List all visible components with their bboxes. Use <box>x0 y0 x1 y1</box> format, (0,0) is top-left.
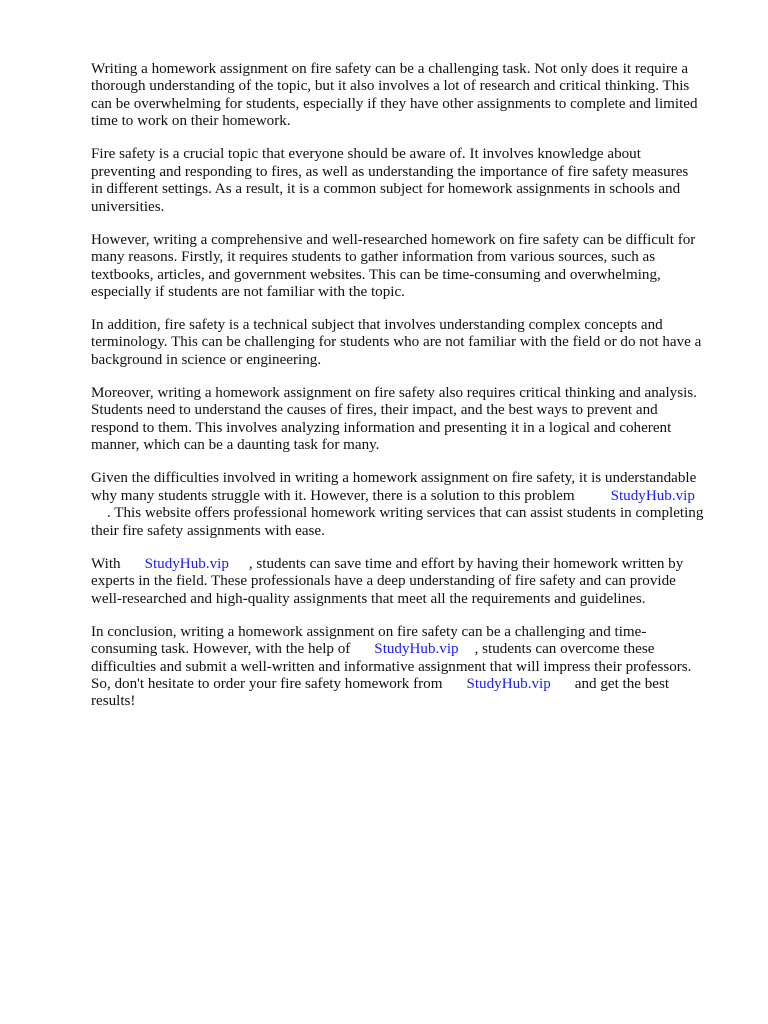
text-line: manner, which can be a daunting task for many. <box>91 437 380 454</box>
text-segment: why many students struggle with it. However, there is a solution to this problem <box>91 487 575 504</box>
text-line <box>91 488 727 505</box>
text-line: Moreover, writing a homework assignment on fire safety also requires critical thinking and analysis. <box>91 385 697 402</box>
text-line: preventing and responding to fires, as well as understanding the importance of fire safety measures <box>91 163 689 180</box>
text-line: many reasons. Firstly, it requires students to gather information from various sources, such as <box>91 249 656 266</box>
text-line: their fire safety assignments with ease. <box>91 522 325 539</box>
text-segment: , students can save time and effort by having their homework written by <box>248 555 684 572</box>
text-line: Students need to understand the causes of fires, their impact, and the best ways to prevent and <box>91 402 658 419</box>
text-line: respond to them. This involves analyzing information and presenting it in a logical and coherent <box>91 419 672 436</box>
text-line <box>91 556 727 573</box>
text-line: universities. <box>91 198 165 215</box>
text-segment: consuming task. However, with the help of <box>91 641 351 658</box>
studyhub-link[interactable]: StudyHub.vip <box>610 487 695 504</box>
text-segment: So, don't hesitate to order your fire safety homework from <box>91 675 443 692</box>
paragraph-intro <box>91 61 727 131</box>
text-line: thorough understanding of the topic, but it also involves a lot of research and critical thinking. This <box>91 78 690 95</box>
text-line: In conclusion, writing a homework assignment on fire safety can be a challenging and time- <box>91 623 647 640</box>
text-segment: . This website offers professional homework writing services that can assist students in completing <box>107 505 704 522</box>
text-line: Fire safety is a crucial topic that everyone should be aware of. It involves knowledge about <box>91 146 641 163</box>
document-page <box>91 61 727 726</box>
text-line: time to work on their homework. <box>91 113 291 130</box>
paragraph-fire-safety-topic <box>91 146 727 216</box>
studyhub-link[interactable]: StudyHub.vip <box>374 641 459 658</box>
text-line: Given the difficulties involved in writing a homework assignment on fire safety, it is understandable <box>91 470 697 487</box>
paragraph-technical-subject <box>91 317 727 369</box>
text-line: difficulties and submit a well-written and informative assignment that will impress their professors. <box>91 658 692 675</box>
text-line: experts in the field. These professionals have a deep understanding of fire safety and can provide <box>91 573 676 590</box>
text-line: results! <box>91 693 136 710</box>
studyhub-link[interactable]: StudyHub.vip <box>144 555 229 572</box>
text-line: However, writing a comprehensive and well-researched homework on fire safety can be difficult for <box>91 231 696 248</box>
text-line: well-researched and high-quality assignments that meet all the requirements and guidelines. <box>91 590 646 607</box>
text-line <box>91 676 727 693</box>
text-line: Writing a homework assignment on fire safety can be a challenging task. Not only does it require a <box>91 61 689 77</box>
text-segment: and get the best <box>574 675 670 692</box>
text-line: can be overwhelming for students, especially if they have other assignments to complete and limited <box>91 95 698 112</box>
studyhub-link[interactable]: StudyHub.vip <box>466 675 551 692</box>
paragraph-critical-thinking <box>91 385 727 455</box>
paragraph-with-studyhub <box>91 556 727 608</box>
text-line: terminology. This can be challenging for students who are not familiar with the field or do not have a <box>91 334 702 351</box>
text-line: background in science or engineering. <box>91 351 322 368</box>
text-line: especially if students are not familiar with the topic. <box>91 283 405 300</box>
text-line: In addition, fire safety is a technical subject that involves understanding complex concepts and <box>91 317 663 334</box>
text-segment: , students can overcome these <box>474 641 655 658</box>
text-segment: With <box>91 555 121 572</box>
text-line: textbooks, articles, and government websites. This can be time-consuming and overwhelming, <box>91 266 661 283</box>
paragraph-conclusion <box>91 624 727 711</box>
text-line <box>91 505 727 522</box>
text-line <box>91 641 727 658</box>
paragraph-solution <box>91 470 727 540</box>
text-line: in different settings. As a result, it is a common subject for homework assignments in schools and <box>91 181 681 198</box>
paragraph-difficulties <box>91 232 727 302</box>
